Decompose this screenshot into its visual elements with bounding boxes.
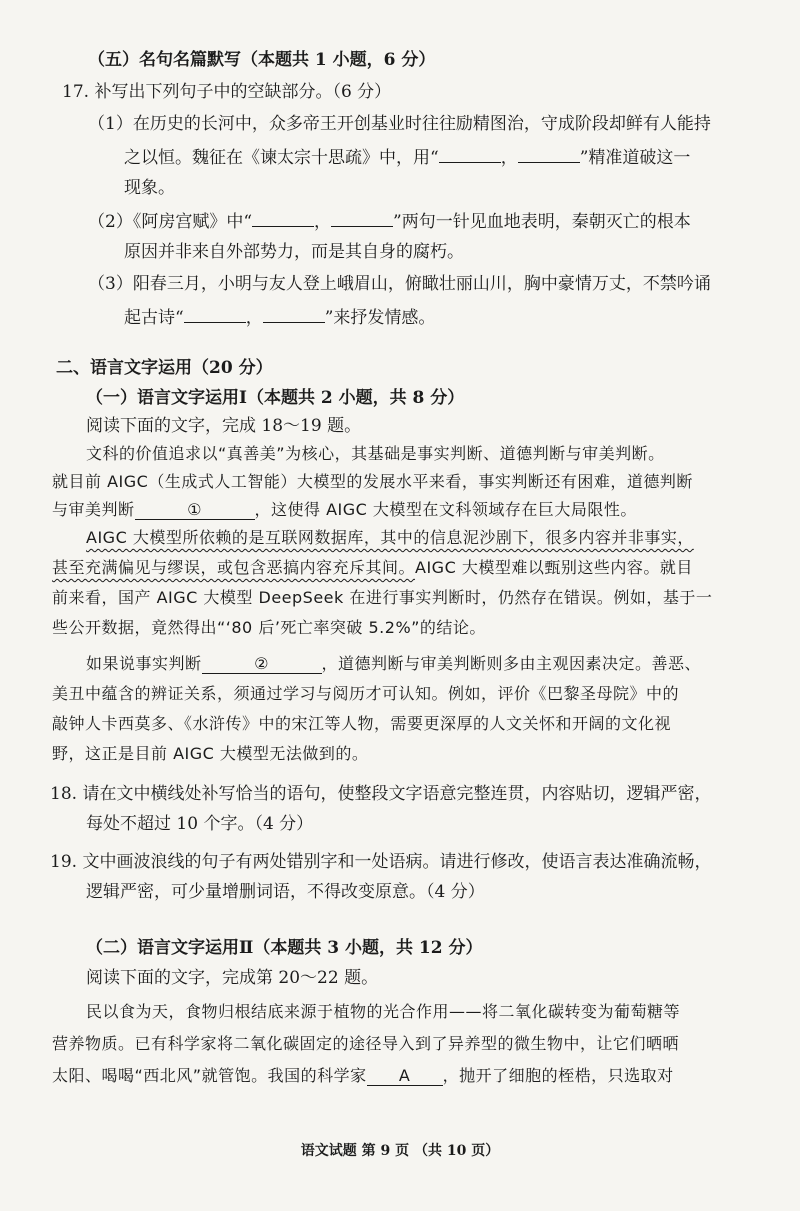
q17-item1-line3: 现象。 <box>124 178 175 198</box>
sub-two-heading: （二）语言文字运用Ⅱ（本题共 3 小题，共 12 分） <box>86 938 483 958</box>
passage1-line: 些公开数据，竟然得出“‘80 后’死亡率突破 5.2%”的结论。 <box>52 618 486 637</box>
q17-item1-line2-post: ”精准道破这一 <box>579 148 691 168</box>
q17-item1-line2-pre: 之以恒。魏征在《谏太宗十思疏》中，用“ <box>124 148 439 168</box>
wavy-sentence: AIGC 大模型所依赖的是互联网数据库，其中的信息泥沙剧下，很多内容并非事实， <box>86 528 694 547</box>
passage1-wavy-line <box>86 526 694 550</box>
passage2-line: 民以食为天，食物归根结底来源于植物的光合作用——将二氧化碳转变为葡萄糖等 <box>86 1002 681 1021</box>
passage2-line: 营养物质。已有科学家将二氧化碳固定的途径导入到了异养型的微生物中，让它们晒晒 <box>52 1034 680 1053</box>
passage1-line3-pre: 与审美判断 <box>52 500 135 519</box>
sub-one-instruction: 阅读下面的文字，完成 18～19 题。 <box>86 416 362 436</box>
blank-separator: ， <box>245 308 263 328</box>
passage1-line8-post: ，道德判断与审美判断则多由主观因素决定。善恶、 <box>321 654 702 673</box>
q19-line1: 19. 文中画波浪线的句子有两处错别字和一处语病。请进行修改，使语言表达准确流畅， <box>50 852 712 872</box>
blank-separator: ， <box>500 148 518 168</box>
blank-separator: ， <box>314 212 332 232</box>
q17-item3-line2 <box>124 304 435 330</box>
passage1-line8-pre: 如果说事实判断 <box>86 654 202 673</box>
q17-item3-line2-pre: 起古诗“ <box>124 308 184 328</box>
q18-line2: 每处不超过 10 个字。（4 分） <box>86 814 314 834</box>
answer-blank[interactable] <box>518 144 580 163</box>
passage1-line: 敲钟人卡西莫多、《水浒传》中的宋江等人物，需要更深厚的人文关怀和开阔的文化视 <box>52 714 672 733</box>
sub-one-heading: （一）语言文字运用Ⅰ（本题共 2 小题，共 8 分） <box>86 388 465 408</box>
answer-blank[interactable] <box>184 304 246 323</box>
passage1-line: 文科的价值追求以“真善美”为核心，其基础是事实判断、道德判断与审美判断。 <box>86 444 665 463</box>
wavy-sentence: 甚至充满偏见与缪误，或包含恶搞内容充斥其间。 <box>52 558 416 577</box>
q17-item1-line2 <box>124 144 690 170</box>
blank-2[interactable]: ② <box>202 655 322 674</box>
passage1-line: 野，这正是目前 AIGC 大模型无法做到的。 <box>52 744 369 763</box>
passage2-line <box>52 1064 674 1088</box>
answer-blank[interactable] <box>439 144 501 163</box>
section-five-heading: （五）名句名篇默写（本题共 1 小题，6 分） <box>88 50 436 70</box>
passage1-line: 就目前 AIGC（生成式人工智能）大模型的发展水平来看，事实判断还有困难，道德判断 <box>52 472 693 491</box>
passage1-line: 美丑中蕴含的辨证关系，须通过学习与阅历才可认知。例如，评价《巴黎圣母院》中的 <box>52 684 680 703</box>
answer-blank[interactable] <box>252 208 314 227</box>
answer-blank[interactable] <box>331 208 393 227</box>
passage1-line: 前来看，国产 AIGC 大模型 DeepSeek 在进行事实判断时，仍然存在错误。例如，基于一 <box>52 588 713 607</box>
passage2-line3-post: ，抛开了细胞的桎梏，只选取对 <box>442 1066 674 1085</box>
blank-1[interactable]: ① <box>135 501 255 520</box>
blank-a[interactable]: A <box>367 1067 443 1086</box>
page-footer: 语文试题 第 9 页 （共 10 页） <box>300 1143 500 1159</box>
q19-line2: 逻辑严密，可少量增删词语，不得改变原意。（4 分） <box>86 882 485 902</box>
q18-line1: 18. 请在文中横线处补写恰当的语句，使整段文字语意完整连贯，内容贴切，逻辑严密， <box>50 784 712 804</box>
q17-item3-line1: （3）阳春三月，小明与友人登上峨眉山，俯瞰壮丽山川，胸中豪情万丈，不禁吟诵 <box>88 274 711 294</box>
part-two-heading: 二、语言文字运用（20 分） <box>56 358 273 378</box>
q17-item3-line2-post: ”来抒发情感。 <box>324 308 436 328</box>
q17-item2-line1-post: ”两句一针见血地表明，秦朝灭亡的根本 <box>393 212 691 232</box>
passage1-line5-post: AIGC 大模型难以甄别这些内容。就目 <box>415 558 693 577</box>
q17-item2-line1-pre: （2）《阿房宫赋》中“ <box>88 212 253 232</box>
q17-stem: 17. 补写出下列句子中的空缺部分。（6 分） <box>62 82 392 102</box>
sub-two-instruction: 阅读下面的文字，完成第 20～22 题。 <box>86 968 379 988</box>
passage1-line3-post: ，这使得 AIGC 大模型在文科领域存在巨大局限性。 <box>254 500 637 519</box>
q17-item2-line2: 原因并非来自外部势力，而是其自身的腐朽。 <box>124 242 464 262</box>
answer-blank[interactable] <box>263 304 325 323</box>
passage1-line <box>86 652 701 676</box>
passage1-line <box>52 556 693 580</box>
q17-item2-line1 <box>88 208 691 234</box>
q17-item1-line1: （1）在历史的长河中，众多帝王开创基业时往往励精图治，守成阶段却鲜有人能持 <box>88 114 711 134</box>
passage2-line3-pre: 太阳、喝喝“西北风”就管饱。我国的科学家 <box>52 1066 367 1085</box>
passage1-line <box>52 498 637 522</box>
